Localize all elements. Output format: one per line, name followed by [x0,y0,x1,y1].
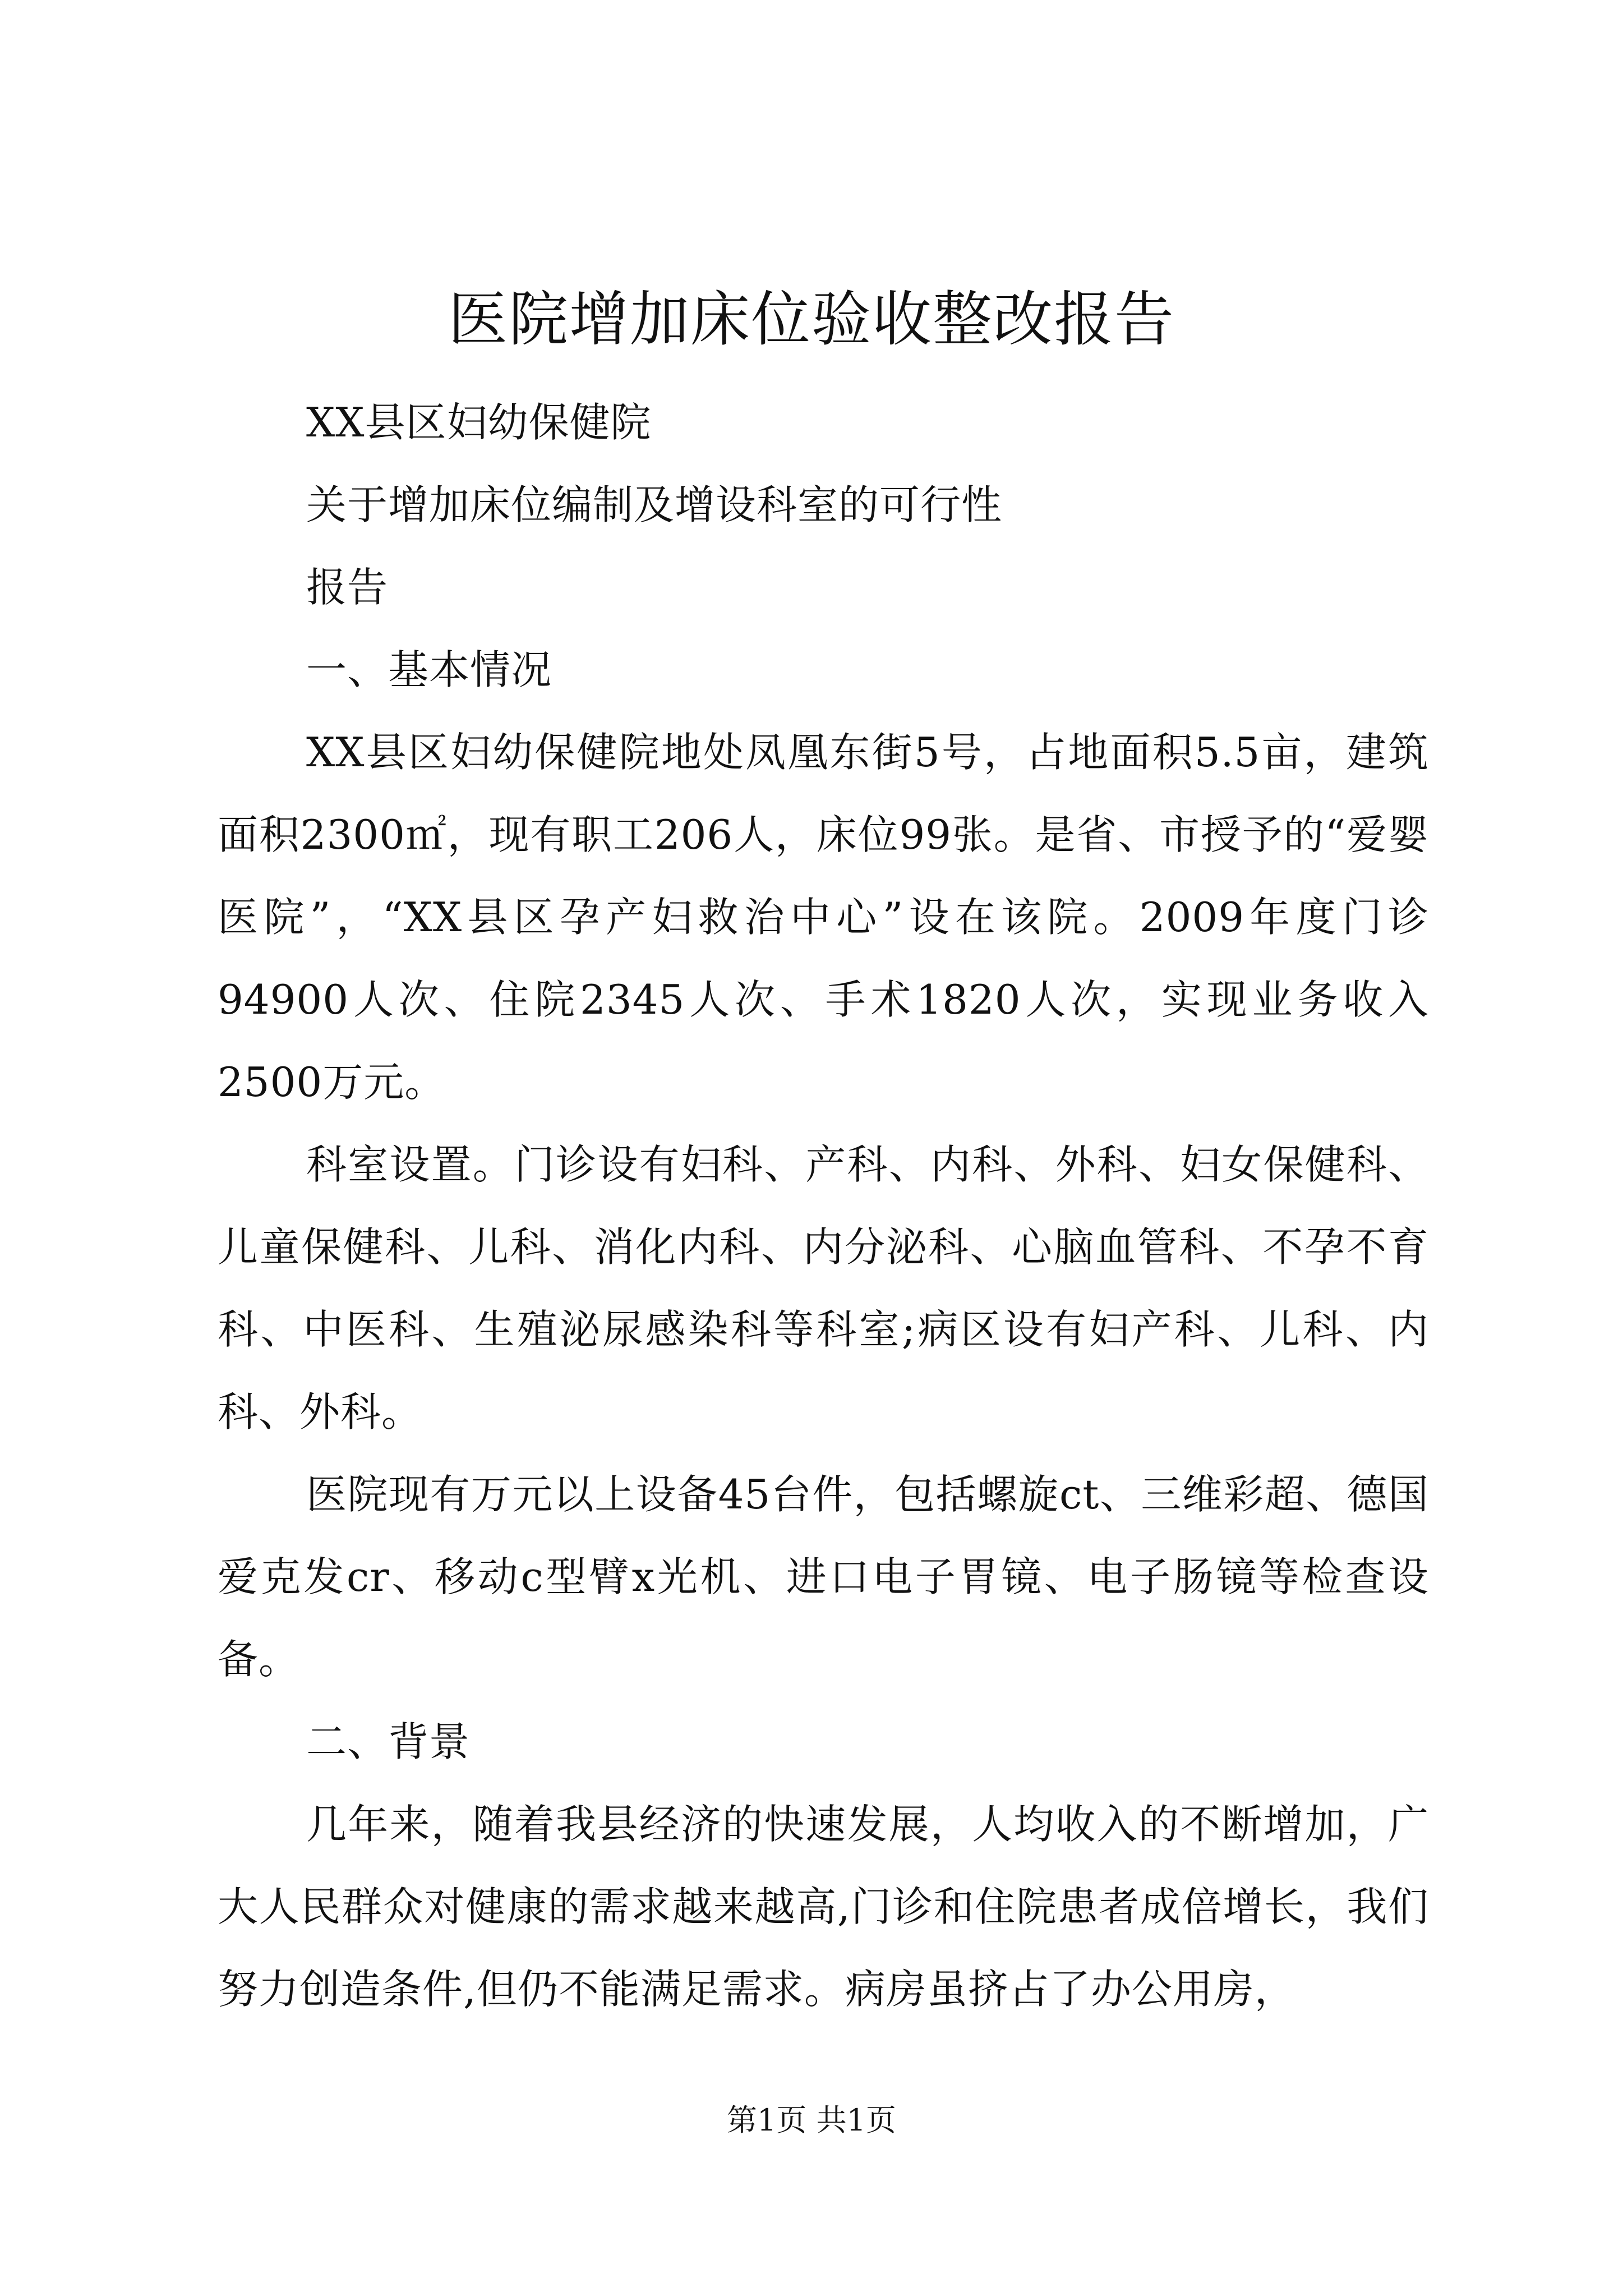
paragraph-equipment: 医院现有万元以上设备45台件，包括螺旋ct、三维彩超、德国爱克发cr、移动c型臂x光机、进口电子胃镜、电子肠镜等检查设备。 [218,1471,1429,1683]
paragraph-subject: 关于增加床位编制及增设科室的可行性 [306,481,1003,528]
paragraph-report-label: 报告 [306,564,389,611]
paragraph-background: 几年来，随着我县经济的快速发展，人均收入的不断增加，广大人民群众对健康的需求越来越高,门诊和住院患者成倍增长，我们努力创造条件,但仍不能满足需求。病房虽挤占了办公用房， [218,1801,1429,2013]
document-title: 医院增加床位验收整改报告 [448,285,1175,354]
section-heading-background: 二、背景 [306,1718,471,1765]
section-heading-basic-situation: 一、基本情况 [306,646,552,693]
page-number-footer: 第1页 共1页 [727,2102,896,2138]
paragraph-departments: 科室设置。门诊设有妇科、产科、内科、外科、妇女保健科、儿童保健科、儿科、消化内科、内分泌科、心脑血管科、不孕不育科、中医科、生殖泌尿感染科等科室;病区设有妇产科、儿科、内科、外科。 [218,1141,1429,1435]
paragraph-overview: XX县区妇幼保健院地处凤凰东街5号，占地面积5.5亩，建筑面积2300㎡，现有职工206人，床位99张。是省、市授予的“爱婴医院”，“XX县区孕产妇救治中心”设在该院。2009年度门诊94900人次、住院2345人次、手术1820人次，实现业务收入2500万元。 [218,729,1429,1106]
paragraph-institution: XX县区妇幼保健院 [306,399,652,446]
document-body [218,381,1429,2031]
